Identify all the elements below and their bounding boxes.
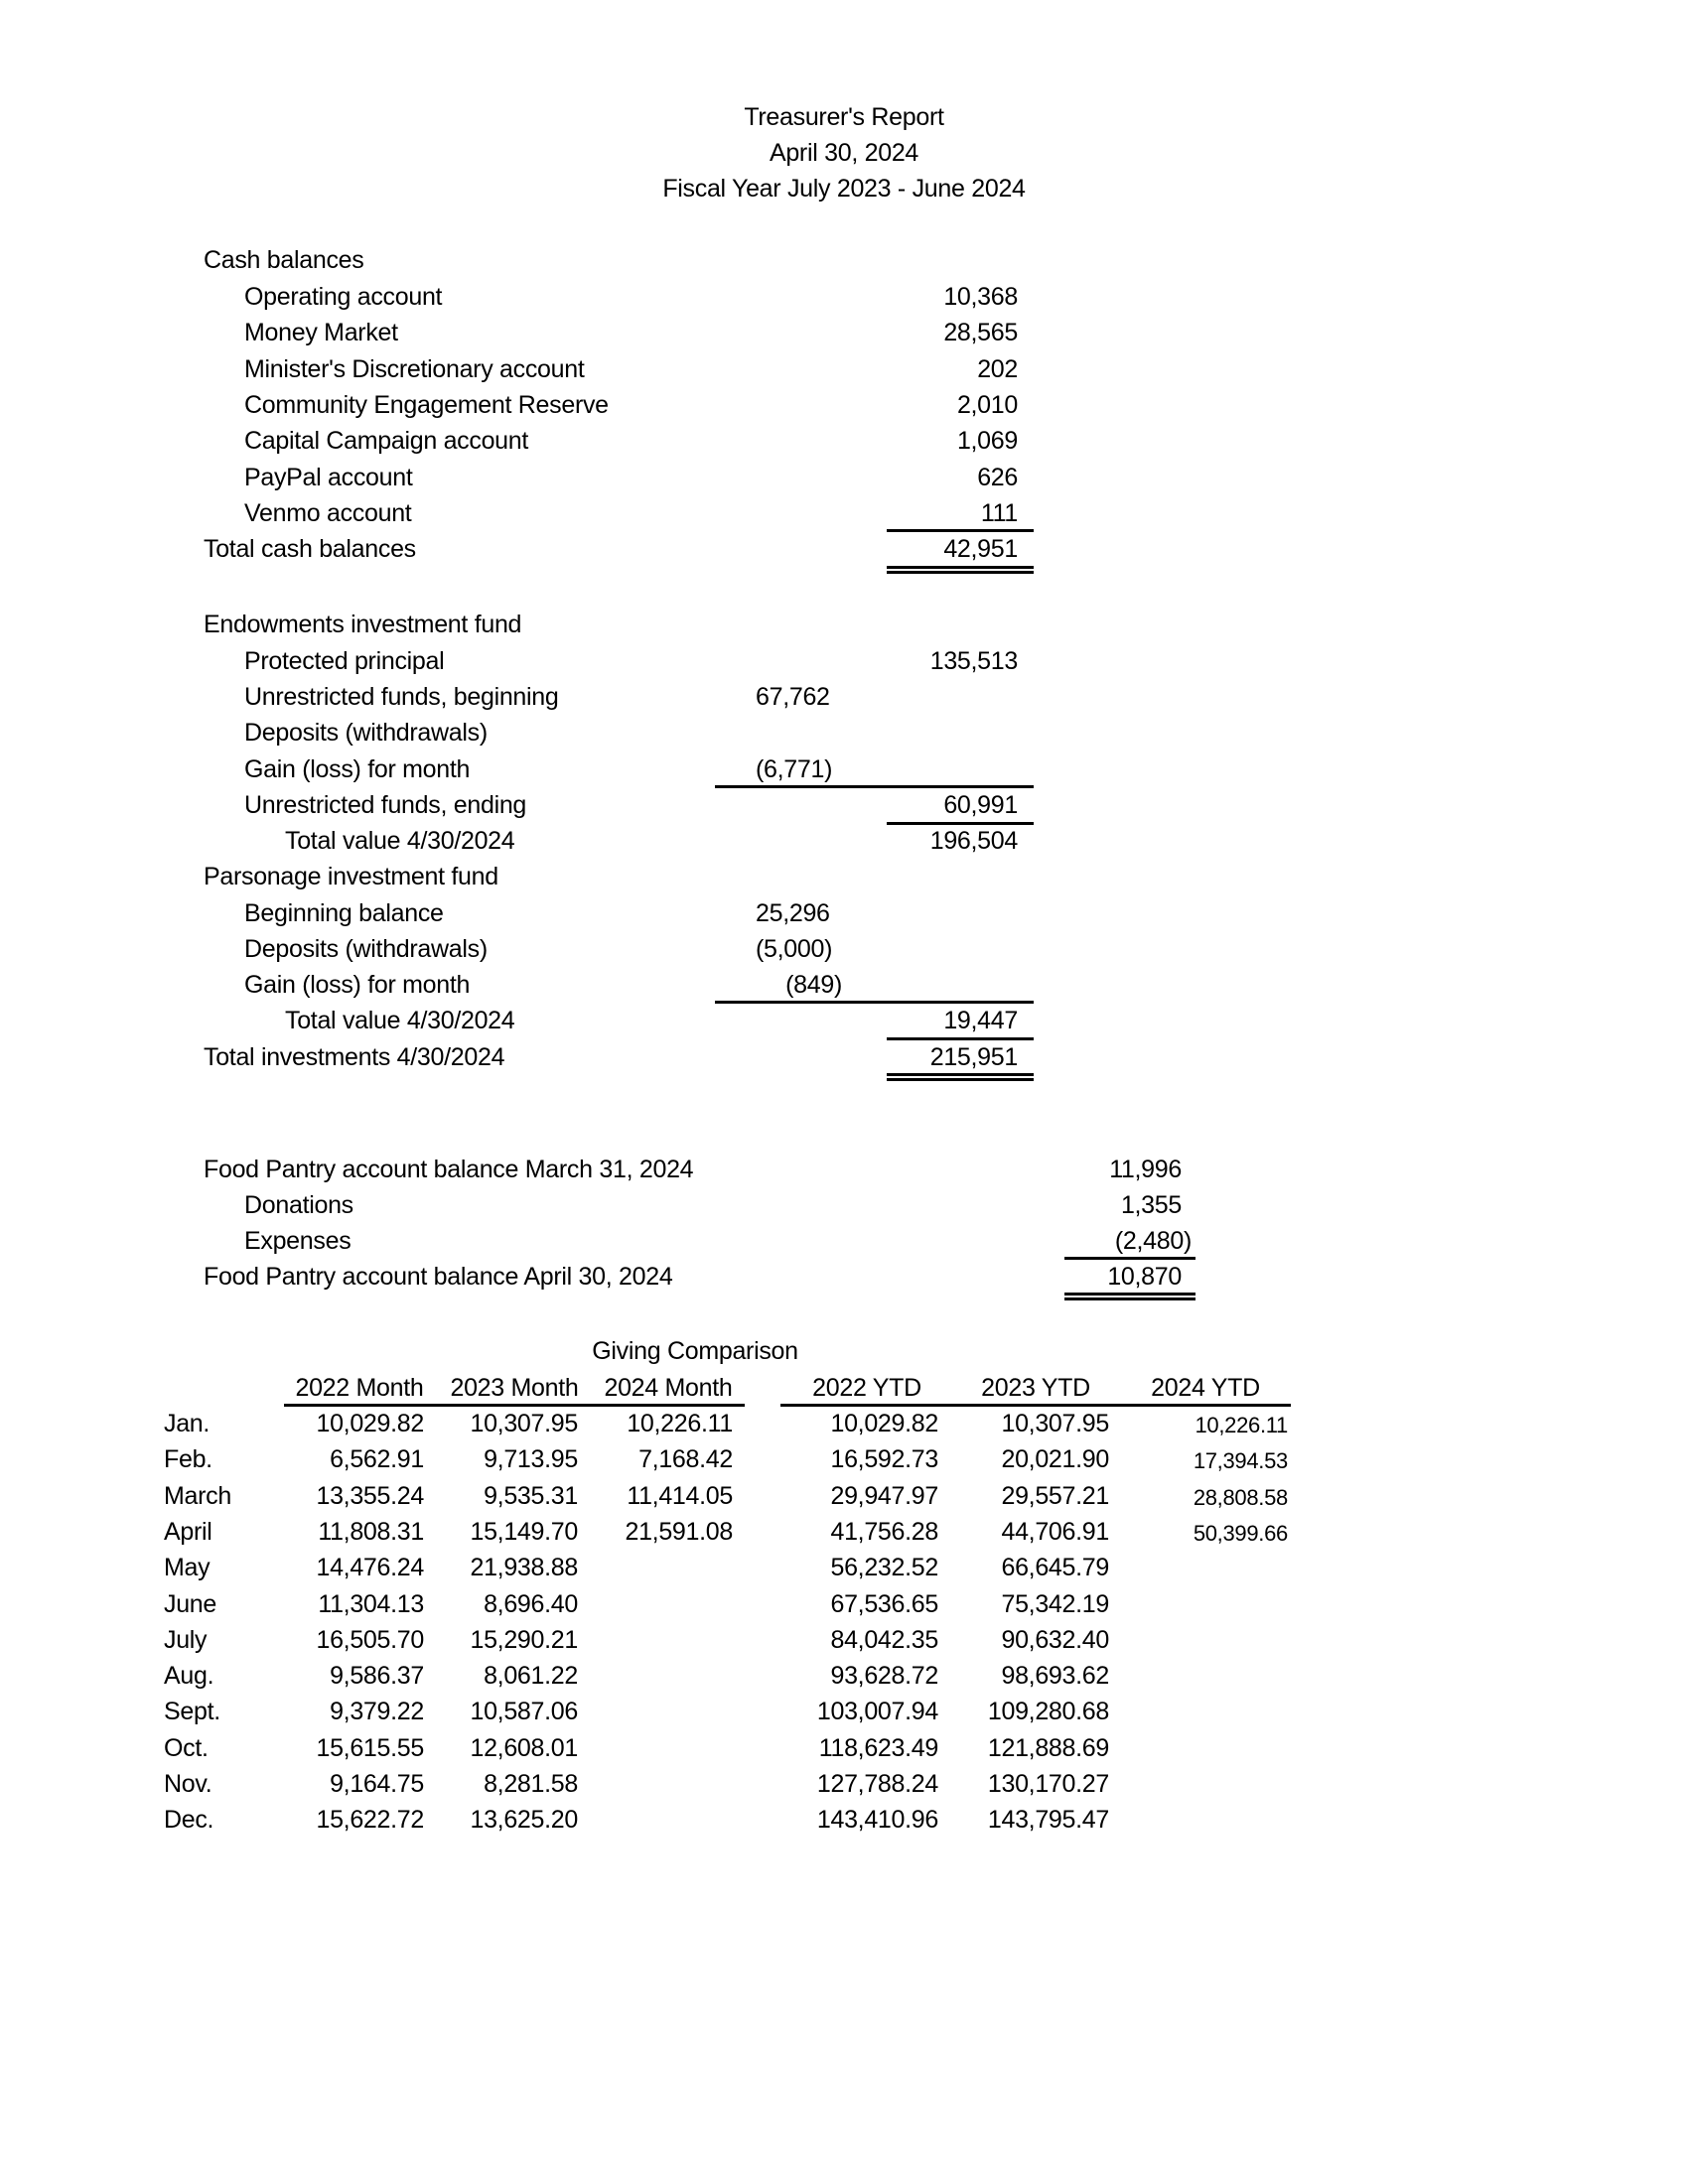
unrestricted-beginning-label: Unrestricted funds, beginning: [244, 683, 559, 711]
giving-cell-y2022: 127,788.24: [816, 1770, 938, 1798]
giving-cell-y2022: 143,410.96: [816, 1806, 938, 1835]
endow-gain-label: Gain (loss) for month: [244, 755, 471, 783]
giving-cell-y2023: 66,645.79: [1001, 1554, 1109, 1582]
report-title: Treasurer's Report: [744, 103, 944, 131]
endow-total-label: Total value 4/30/2024: [285, 827, 515, 855]
unrestricted-ending-value: 60,991: [943, 791, 1018, 819]
giving-cell-y2023: 98,693.62: [1001, 1662, 1109, 1691]
giving-cell-y2023: 20,021.90: [1001, 1445, 1109, 1474]
cash-total-label: Total cash balances: [204, 535, 416, 563]
cash-account-label: Minister's Discretionary account: [244, 354, 585, 383]
giving-cell-m2022: 13,355.24: [316, 1481, 424, 1510]
giving-cell-m2024: 7,168.42: [638, 1445, 733, 1474]
protected-principal-value: 135,513: [929, 647, 1018, 675]
cash-account-label: Community Engagement Reserve: [244, 390, 609, 419]
parsonage-beginning-label: Beginning balance: [244, 899, 444, 927]
giving-cell-m2022: 16,505.70: [316, 1625, 424, 1654]
giving-month-label: Dec.: [164, 1806, 214, 1835]
giving-cell-y2023: 10,307.95: [1001, 1410, 1109, 1437]
giving-cell-y2023: 44,706.91: [1001, 1517, 1109, 1546]
parsonage-gain-value: (849): [785, 971, 842, 999]
giving-cell-m2023: 9,535.31: [484, 1481, 578, 1510]
giving-cell-y2022: 16,592.73: [830, 1445, 938, 1474]
fiscal-year: Fiscal Year July 2023 - June 2024: [662, 175, 1026, 203]
giving-cell-m2024: 10,226.11: [627, 1410, 733, 1437]
parsonage-total-value: 19,447: [943, 1007, 1018, 1034]
giving-cell-y2023: 143,795.47: [987, 1806, 1109, 1835]
investments-total-value: 215,951: [929, 1043, 1018, 1071]
parsonage-total-label: Total value 4/30/2024: [285, 1007, 515, 1034]
parsonage-deposits-label: Deposits (withdrawals): [244, 935, 488, 963]
giving-cell-y2022: 41,756.28: [830, 1517, 938, 1546]
giving-cell-y2024: 28,808.58: [1193, 1484, 1288, 1510]
giving-cell-m2023: 15,149.70: [470, 1517, 578, 1546]
giving-cell-y2022: 93,628.72: [830, 1662, 938, 1691]
giving-cell-m2023: 15,290.21: [470, 1625, 578, 1654]
giving-month-label: Nov.: [164, 1770, 212, 1798]
double-rule: [1064, 1293, 1196, 1300]
month-header-rule: [284, 1404, 745, 1407]
giving-cell-m2022: 9,379.22: [330, 1698, 424, 1726]
giving-column-header: 2023 YTD: [981, 1374, 1090, 1402]
pantry-closing-value: 10,870: [1107, 1263, 1182, 1291]
giving-cell-m2022: 9,586.37: [330, 1662, 424, 1691]
giving-month-label: June: [164, 1589, 217, 1618]
giving-cell-y2024: 17,394.53: [1193, 1448, 1288, 1474]
double-rule: [887, 1073, 1034, 1081]
giving-month-label: Jan.: [164, 1410, 211, 1437]
endow-total-value: 196,504: [929, 827, 1018, 855]
subtotal-rule: [887, 529, 1034, 532]
subtotal-rule: [715, 1001, 1034, 1004]
investments-total-label: Total investments 4/30/2024: [204, 1043, 505, 1071]
cash-account-label: PayPal account: [244, 463, 413, 491]
giving-cell-y2023: 109,280.68: [987, 1698, 1109, 1726]
endowments-heading: Endowments investment fund: [204, 611, 522, 638]
giving-cell-m2024: 21,591.08: [625, 1517, 733, 1546]
report-date: April 30, 2024: [769, 139, 919, 167]
giving-cell-m2023: 8,061.22: [484, 1662, 578, 1691]
giving-cell-m2022: 11,304.13: [318, 1589, 424, 1618]
giving-month-label: Aug.: [164, 1662, 214, 1691]
pantry-closing-label: Food Pantry account balance April 30, 2024: [204, 1263, 673, 1291]
cash-account-label: Capital Campaign account: [244, 427, 529, 456]
cash-heading: Cash balances: [204, 246, 364, 274]
giving-cell-y2022: 56,232.52: [830, 1554, 938, 1582]
giving-month-label: Oct.: [164, 1733, 209, 1762]
giving-cell-m2022: 14,476.24: [316, 1554, 424, 1582]
giving-month-label: May: [164, 1554, 211, 1582]
pantry-opening-label: Food Pantry account balance March 31, 2024: [204, 1156, 694, 1183]
giving-cell-m2023: 9,713.95: [484, 1445, 578, 1474]
giving-column-header: 2022 YTD: [812, 1374, 921, 1402]
giving-cell-m2023: 21,938.88: [470, 1554, 578, 1582]
giving-month-label: July: [164, 1625, 208, 1654]
double-rule: [887, 566, 1034, 574]
giving-column-header: 2024 Month: [604, 1374, 733, 1402]
giving-cell-m2022: 15,622.72: [316, 1806, 424, 1835]
subtotal-rule: [1064, 1257, 1196, 1260]
giving-cell-y2022: 103,007.94: [816, 1698, 938, 1726]
giving-month-label: March: [164, 1481, 231, 1510]
giving-cell-y2023: 29,557.21: [1001, 1481, 1109, 1510]
cash-total-value: 42,951: [943, 535, 1018, 563]
giving-column-header: 2024 YTD: [1151, 1374, 1260, 1402]
giving-month-label: Sept.: [164, 1698, 220, 1726]
giving-cell-m2022: 9,164.75: [330, 1770, 424, 1798]
cash-account-label: Venmo account: [244, 498, 412, 527]
cash-account-value: 202: [977, 354, 1018, 383]
protected-principal-label: Protected principal: [244, 647, 445, 675]
ytd-header-rule: [780, 1404, 1291, 1407]
cash-account-value: 626: [977, 463, 1018, 491]
unrestricted-ending-label: Unrestricted funds, ending: [244, 791, 527, 819]
endow-gain-value: (6,771): [756, 755, 833, 783]
giving-cell-y2024: 10,226.11: [1195, 1413, 1288, 1437]
cash-account-value: 1,069: [956, 427, 1018, 456]
cash-account-value: 111: [980, 498, 1018, 527]
giving-cell-y2022: 29,947.97: [830, 1481, 938, 1510]
giving-cell-y2023: 75,342.19: [1001, 1589, 1109, 1618]
giving-cell-y2023: 121,888.69: [987, 1733, 1109, 1762]
giving-cell-m2023: 12,608.01: [470, 1733, 578, 1762]
giving-column-header: 2023 Month: [450, 1374, 579, 1402]
subtotal-rule: [715, 785, 1034, 788]
pantry-expenses-value: (2,480): [1114, 1227, 1192, 1255]
giving-cell-y2023: 130,170.27: [987, 1770, 1109, 1798]
giving-cell-m2022: 10,029.82: [316, 1410, 424, 1437]
giving-cell-m2024: 11,414.05: [627, 1481, 733, 1510]
giving-column-header: 2022 Month: [295, 1374, 424, 1402]
giving-cell-m2023: 8,696.40: [484, 1589, 578, 1618]
giving-cell-m2023: 10,587.06: [470, 1698, 578, 1726]
giving-cell-m2022: 11,808.31: [318, 1517, 424, 1546]
giving-cell-y2022: 67,536.65: [830, 1589, 938, 1618]
parsonage-beginning-value: 25,296: [756, 899, 830, 927]
pantry-expenses-label: Expenses: [244, 1227, 352, 1255]
unrestricted-beginning-value: 67,762: [756, 683, 830, 711]
endow-deposits-label: Deposits (withdrawals): [244, 719, 488, 747]
parsonage-gain-label: Gain (loss) for month: [244, 971, 471, 999]
pantry-donations-label: Donations: [244, 1191, 353, 1219]
giving-cell-y2023: 90,632.40: [1001, 1625, 1109, 1654]
giving-cell-m2022: 15,615.55: [316, 1733, 424, 1762]
cash-account-value: 2,010: [956, 390, 1018, 419]
subtotal-rule: [887, 822, 1034, 825]
cash-account-label: Money Market: [244, 319, 398, 347]
cash-account-label: Operating account: [244, 283, 443, 311]
parsonage-deposits-value: (5,000): [756, 935, 833, 963]
cash-account-value: 10,368: [943, 283, 1018, 311]
parsonage-heading: Parsonage investment fund: [204, 863, 498, 890]
giving-cell-m2023: 8,281.58: [484, 1770, 578, 1798]
subtotal-rule: [887, 1037, 1034, 1040]
giving-cell-y2022: 10,029.82: [830, 1410, 938, 1437]
giving-month-label: April: [164, 1517, 212, 1546]
giving-cell-m2023: 13,625.20: [470, 1806, 578, 1835]
giving-cell-y2022: 118,623.49: [818, 1733, 938, 1762]
giving-cell-y2022: 84,042.35: [830, 1625, 938, 1654]
cash-account-value: 28,565: [943, 319, 1018, 347]
giving-cell-y2024: 50,399.66: [1193, 1520, 1288, 1546]
giving-cell-m2022: 6,562.91: [330, 1445, 424, 1474]
giving-title: Giving Comparison: [592, 1337, 798, 1365]
pantry-donations-value: 1,355: [1120, 1191, 1182, 1219]
giving-cell-m2023: 10,307.95: [470, 1410, 578, 1437]
pantry-opening-value: 11,996: [1109, 1156, 1182, 1183]
giving-month-label: Feb.: [164, 1445, 212, 1474]
